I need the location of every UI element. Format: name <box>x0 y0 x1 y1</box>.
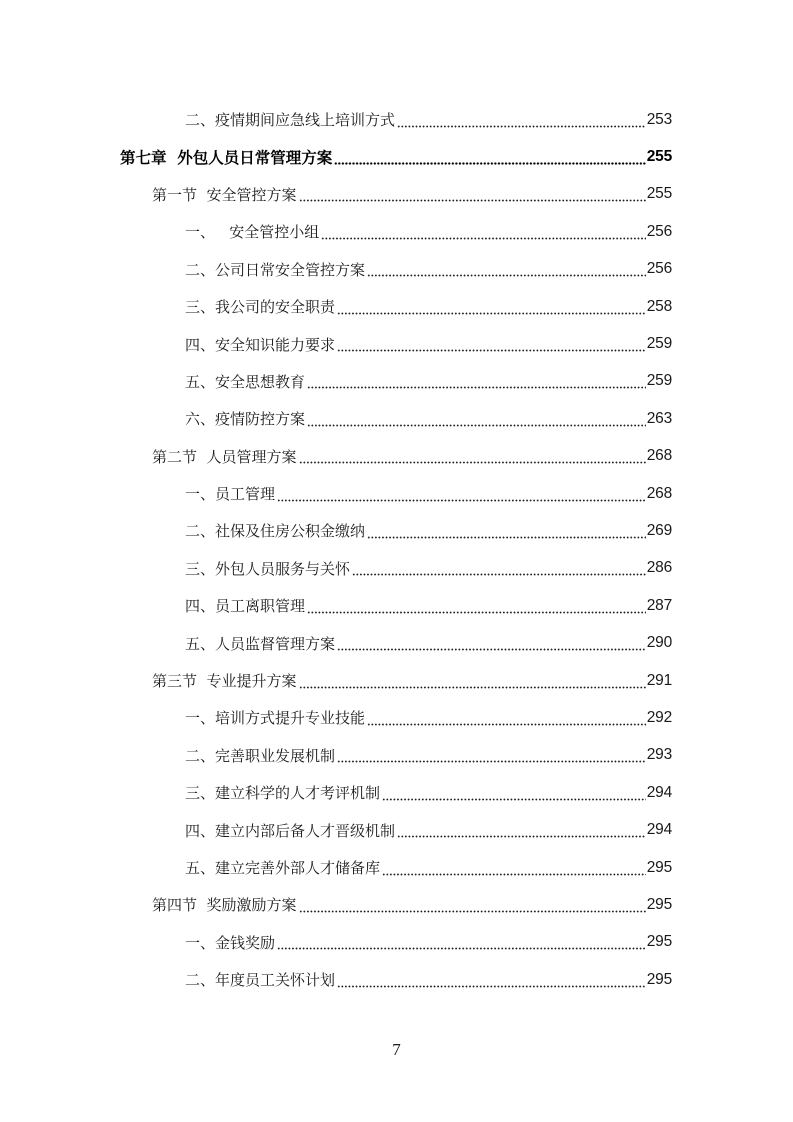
toc-subsection-entry[interactable] <box>0 101 793 138</box>
toc-entry-title: 四、员工离职管理 <box>185 597 306 616</box>
dot-leader <box>367 710 646 726</box>
toc-entry-title: 二、疫情期间应急线上培训方式 <box>185 111 396 130</box>
dot-leader <box>367 261 646 277</box>
toc-subsection-entry[interactable] <box>0 325 793 362</box>
toc-entry-title: 三、我公司的安全职责 <box>185 298 336 317</box>
toc-entry-title: 五、建立完善外部人才储备库 <box>185 859 381 877</box>
toc-section-entry[interactable] <box>0 886 793 923</box>
toc-entry-page: 269 <box>646 521 672 539</box>
toc-entry-page: 287 <box>646 596 672 614</box>
toc-entry-page: 258 <box>646 297 672 315</box>
toc-entry-page: 291 <box>646 671 672 689</box>
dot-leader <box>307 411 646 427</box>
toc-entry-title: 一、 安全管控小组 <box>185 223 320 242</box>
toc-entry-page: 255 <box>646 148 672 166</box>
toc-entry-page: 294 <box>646 783 672 801</box>
dot-leader <box>277 486 646 502</box>
toc-entry-page: 256 <box>646 260 672 278</box>
toc-section-entry[interactable] <box>0 662 793 699</box>
toc-entry-page: 295 <box>646 895 672 913</box>
toc-subsection-entry[interactable] <box>0 251 793 288</box>
dot-leader <box>334 149 645 165</box>
toc-entry-title: 第二节 人员管理方案 <box>152 447 297 466</box>
dot-leader <box>337 336 646 352</box>
toc-subsection-entry[interactable] <box>0 774 793 811</box>
toc-entry-page: 292 <box>646 708 672 726</box>
toc-subsection-entry[interactable] <box>0 213 793 250</box>
toc-entry-title: 六、疫情防控方案 <box>185 410 306 429</box>
toc-entry-page: 263 <box>646 409 672 427</box>
toc-entry-page: 294 <box>646 821 672 839</box>
toc-subsection-entry[interactable] <box>0 363 793 400</box>
dot-leader <box>337 299 646 315</box>
toc-entry-page: 268 <box>646 484 672 502</box>
toc-entry-title: 三、建立科学的人才考评机制 <box>185 784 381 803</box>
toc-subsection-entry[interactable] <box>0 512 793 549</box>
toc-entry-page: 259 <box>646 372 672 390</box>
dot-leader <box>337 747 646 763</box>
toc-entry-title: 第一节 安全管控方案 <box>152 185 297 204</box>
dot-leader <box>307 373 646 389</box>
dot-leader <box>307 598 646 614</box>
dot-leader <box>299 673 646 689</box>
dot-leader <box>337 972 646 988</box>
toc-entry-title: 第七章 外包人员日常管理方案 <box>120 149 333 168</box>
toc-subsection-entry[interactable] <box>0 288 793 325</box>
toc-entry-title: 四、安全知识能力要求 <box>185 335 336 354</box>
toc-entry-title: 四、建立内部后备人才晋级机制 <box>185 821 396 840</box>
toc-subsection-entry[interactable] <box>0 699 793 736</box>
dot-leader <box>299 897 646 913</box>
dot-leader <box>382 860 646 876</box>
toc-entry-title: 二、社保及住房公积金缴纳 <box>185 522 366 541</box>
dot-leader <box>321 224 645 240</box>
toc-subsection-entry[interactable] <box>0 400 793 437</box>
toc-subsection-entry[interactable] <box>0 849 793 886</box>
page-number: 7 <box>392 1040 401 1059</box>
toc-subsection-entry[interactable] <box>0 475 793 512</box>
dot-leader <box>277 934 646 950</box>
toc-subsection-entry[interactable] <box>0 811 793 848</box>
dot-leader <box>397 822 646 838</box>
toc-entry-title: 一、员工管理 <box>185 485 276 504</box>
toc-subsection-entry[interactable] <box>0 624 793 661</box>
toc-entry-title: 三、外包人员服务与关怀 <box>185 559 351 578</box>
toc-entry-page: 259 <box>646 335 672 353</box>
toc-entry-title: 二、完善职业发展机制 <box>185 746 336 765</box>
toc-subsection-entry[interactable] <box>0 737 793 774</box>
toc-entry-page: 295 <box>646 858 672 876</box>
dot-leader <box>397 112 646 128</box>
toc-section-entry[interactable] <box>0 438 793 475</box>
toc-entry-page: 253 <box>646 110 672 128</box>
dot-leader <box>299 186 646 202</box>
toc-subsection-entry[interactable] <box>0 961 793 998</box>
dot-leader <box>352 560 646 576</box>
toc-entry-page: 268 <box>646 447 672 465</box>
toc-section-entry[interactable] <box>0 176 793 213</box>
toc-subsection-entry[interactable] <box>0 924 793 961</box>
toc-entry-page: 256 <box>646 222 672 240</box>
toc-entry-title: 二、年度员工关怀计划 <box>185 971 336 990</box>
toc-entry-title: 一、金钱奖励 <box>185 933 276 952</box>
toc-subsection-entry[interactable] <box>0 550 793 587</box>
toc-subsection-entry[interactable] <box>0 587 793 624</box>
toc-entry-page: 255 <box>646 185 672 203</box>
dot-leader <box>337 635 646 651</box>
toc-entry-page: 295 <box>646 970 672 988</box>
dot-leader <box>367 523 646 539</box>
toc-entry-page: 295 <box>646 933 672 951</box>
toc-entry-title: 五、人员监督管理方案 <box>185 634 336 653</box>
table-of-contents <box>0 101 793 998</box>
toc-entry-title: 第四节 奖励激励方案 <box>152 896 297 915</box>
dot-leader <box>299 448 646 464</box>
toc-entry-title: 五、安全思想教育 <box>185 372 306 391</box>
toc-entry-page: 293 <box>646 746 672 764</box>
dot-leader <box>382 785 646 801</box>
toc-entry-page: 290 <box>646 634 672 652</box>
toc-entry-page: 286 <box>646 559 672 577</box>
toc-chapter-entry[interactable] <box>0 138 793 175</box>
toc-entry-title: 二、公司日常安全管控方案 <box>185 260 366 279</box>
toc-entry-title: 一、培训方式提升专业技能 <box>185 709 366 728</box>
toc-entry-title: 第三节 专业提升方案 <box>152 672 297 691</box>
